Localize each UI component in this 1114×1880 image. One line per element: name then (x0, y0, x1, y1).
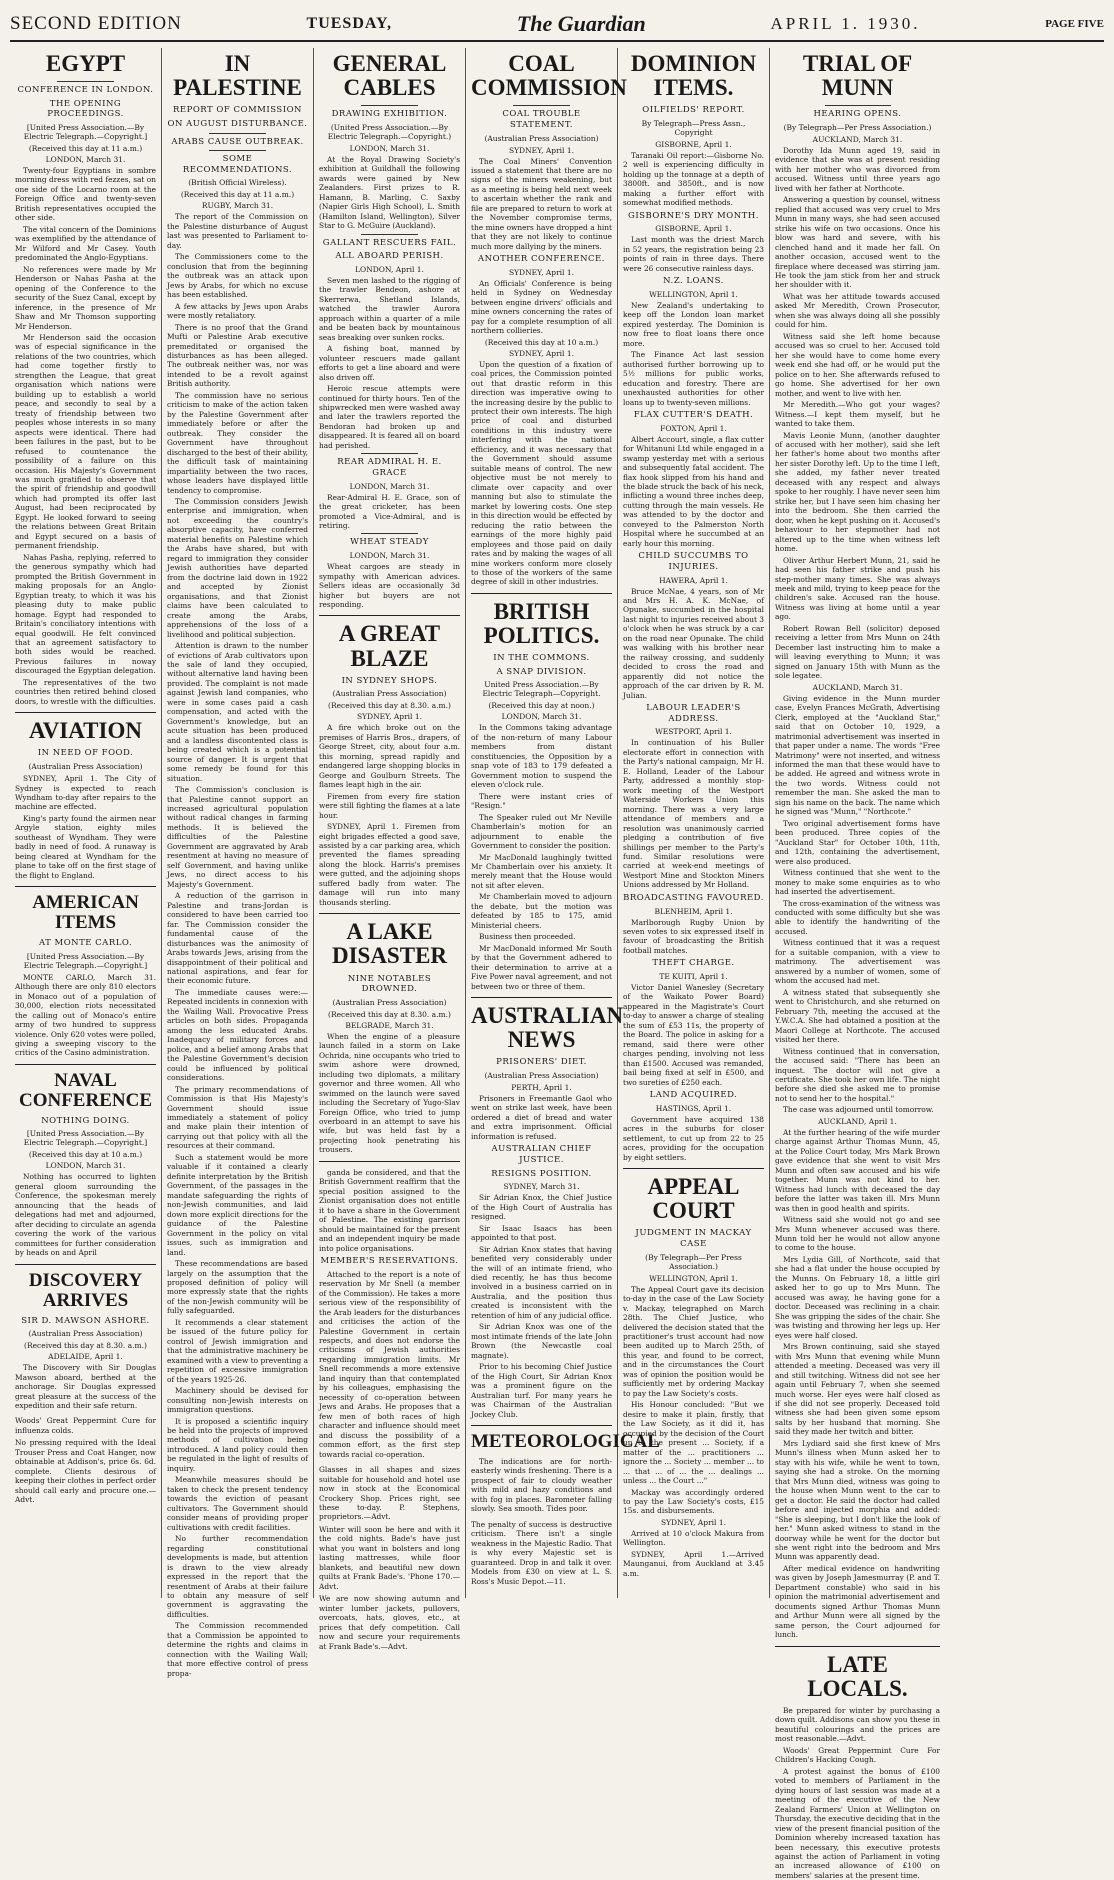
paragraph: Marlborough Rugby Union by seven votes to six expressed itself in favour of broadcasting the British football matches. (623, 917, 764, 955)
paragraph: The Appeal Court gave its decision to-day in the case of the Law Society v. Mackay, telegraphed on March 28th. The Chief Justice, who delivered the decision stated that the practitioner's trust account had now been audited up to March 25th, of this year, and found to be correct, and in the circumstances the Court was of opinion the position would be sufficiently met by ordering Mackay to pay the Law Society's costs. (623, 1284, 764, 1398)
press-credit: (Australian Press Association) (484, 133, 599, 143)
paragraph: Witness said she would not go and see Mrs Munn whenever accused was there. Munn told her he would not allow anyone to come to the house. (775, 1215, 940, 1253)
paragraph: Bruce McNae, 4 years, son of Mr and Mrs H. A. K. McNae, of Opunake, succumbed in the hospital last night to injuries received about 3 o'clock when he was struck by a car on the road near Opunake. The child was walking with his brother near the railway crossing, and suddenly decided to cross the road and apparently did not notice the approach of the car driven by R. M. Julian. (623, 586, 764, 700)
headline: AVIATION (29, 718, 142, 744)
headline: A LAKE DISASTER (331, 919, 448, 969)
paragraph: Mavis Leonie Munn, (another daughter of accused with her mother), said she left her father's home about two months after her sister Dorothy left. Up to the time I left, she added, my father never treated deceased with any respect and always spoke to her roughly. I have never seen him strike her, but I have seen him chasing her into the bedroom. She then carried the door, when he kept pushing on it. Accused's behaviour to her stepmother had not altered up to the time when witness left home. (775, 430, 940, 554)
advertisement: We are now showing autumn and winter lumber jackets, pullovers, overcoats, hats, gloves, etc., at prices that defy competition. Call now and secure your requirements at Frank Bade's.—Advt. (319, 1594, 460, 1651)
paragraph: A fishing boat, manned by volunteer rescuers made gallant efforts to get a line aboard and were also driven off. (319, 344, 460, 382)
advertisement: Winter will soon be here and with it the cold nights. Bade's have just what you want in bolsters and long lasting mattresses, while floor blankets, and beautiful new down quilts at Frank Bade's. 'Phone 170.—Advt. (319, 1524, 460, 1591)
paragraph: ganda be considered, and that the British Government reaffirm that the special position assigned to the Zionist organisation does not entitle it to have a share in the Government of Palestine. The existing garrison should be maintained for the present and an independent inquiry be made into police organisations. (319, 1167, 460, 1253)
column-2 (162, 48, 314, 1678)
dateline: WESTPORT, April 1. (655, 727, 732, 737)
press-credit: (Australian Press Association) (484, 1071, 599, 1080)
paragraph: When the engine of a pleasure launch failed in a storm on Lake Ochrida, nine occupants who tried to swim ashore were drowned, including two diplomats, a military governor and three women. All who swimmed on the launch were saved including the Secretary of Yugo-Slav Foreign Office, who tried to jump overboard in an attempt to save his wife, but was held fast by a projecting hook penetrating his trousers. (319, 1031, 460, 1155)
paragraph: The Commission recommended that a Commission be appointed to determine the rights and claims in connection with the Wailing Wall; that more effective control of press propa- (167, 1621, 308, 1678)
subheading: ARABS CAUSE OUTBREAK. (171, 136, 304, 147)
dateline: LONDON, March 31. (349, 143, 430, 153)
subheading: NINE NOTABLES DROWNED. (347, 973, 432, 995)
press-credit: [United Press Association.—By Electric Telegraph.—Copyright.] (23, 1129, 148, 1148)
subheading: AUSTRALIAN CHIEF JUSTICE. (491, 1144, 592, 1165)
dateline: WELLINGTON, April 1. (649, 289, 738, 299)
paragraph: The indications are for north-easterly winds freshening. There is a prospect of fair to cloudy weather with mild and hazy conditions and with fog in places. Barometer falling slowly. Sea smooth. Tides poor. (471, 1456, 612, 1514)
paragraph: Mr Henderson said the occasion was of especial significance in the relations of the two countries, which had come together firstly to strengthen the League, that great organisation which nations were building up to establish a world peace, and secondly to seal by a treaty of friendship between two peoples whose interests in so many aspects were identical. There had been failures in the past, but to be refused to countenance the possibility of a failure on this occasion. His Majesty's Government was much gratified to observe that the spirit of friendship and goodwill which had prompted its offer last August, had been reciprocated by Egypt. He looked forward to seeing the relations between Great Britain and Egypt secured on a basis of permanent friendship. (15, 332, 156, 551)
paragraph: No references were made by Mr Henderson or Nahas Pasha at the opening of the Conference to the security of the Suez Canal, except by inference, in the presence of Mr Shaw and Mr Thomson supporting Mr Henderson. (15, 264, 156, 331)
press-credit: (United Press Association.—By Electric Telegraph.—Copyright.) (327, 122, 452, 141)
column-5 (618, 48, 770, 1598)
paragraph: SYDNEY, April 1.—Arrived Maunganui, from Auckland at 3.45 a.m. (623, 1549, 764, 1578)
article-appeal-court (623, 1175, 764, 1578)
headline: NAVAL CONFERENCE (18, 1069, 152, 1111)
paragraph: The cross-examination of the witness was conducted with some difficulty but she was able to identify the handwriting of the accused. (775, 898, 940, 936)
dateline: BLENHEIM, April 1. (654, 906, 733, 916)
headline: TRIAL OF MUNN (802, 51, 913, 101)
paragraph: The Commission considers Jewish enterprise and immigration, when not exceeding the country's absorptive capacity, have conferred material benefits on Palestine which the Arabs have shared, but with regard to immigration they consider Jewish authorities have departed from the doctrine laid down in 1922 and accepted by Zionist organisations, and that Zionist claims have been calculated to create among the Arabs, apprehensions of the loss of a livelihood and political subjection. (167, 497, 308, 639)
article-discovery (15, 1271, 156, 1411)
paragraph: Sir Isaac Isaacs has been appointed to that post. (471, 1223, 612, 1243)
headline: AUSTRALIAN NEWS (471, 1003, 624, 1053)
press-credit: (Australian Press Association) (332, 997, 447, 1007)
article-egypt (15, 52, 156, 706)
paragraph: Government have acquired 138 acres in the suburbs for closer settlement, to cut up from 22 to 25 acres, providing for the occupation by eight settlers. (623, 1114, 764, 1162)
paragraph: The Commissioners come to the conclusion that from the beginning the outbreak was an attack upon Jews by Arabs, for which no excuse has been established. (167, 252, 308, 300)
press-credit: (British Official Wireless). (188, 178, 287, 188)
dateline: SYDNEY, April 1. (508, 348, 575, 358)
paragraph: Last month was the driest March in 52 years, the registration being 23 points of rain in three days. There were 26 consecutive rainless days. (623, 235, 764, 273)
press-credit: (Australian Press Association) (28, 762, 143, 772)
dateline: RUGBY, March 31. (201, 201, 274, 211)
received-time: (Received this day at 8.30. a.m.) (328, 701, 451, 711)
dateline: LONDON, March 31. (45, 155, 126, 165)
paragraph: Prior to his becoming Chief Justice of the High Court, Sir Adrian Knox was a prominent figure on the Australian turf. For many years he was Chairman of the Australian Jockey Club. (471, 1362, 612, 1419)
subheading: PRISONERS' DIET. (496, 1057, 587, 1068)
subheading: N.Z. LOANS. (663, 276, 724, 287)
paragraph: The Speaker ruled out Mr Neville Chamberlain's motion for an adjournment to enable the Government to consider the position. (471, 812, 612, 851)
subheading: FLAX CUTTER'S DEATH. (633, 410, 754, 420)
subheading: ALL ABOARD PERISH. (335, 251, 444, 262)
issue-day: TUESDAY, (306, 15, 393, 32)
press-credit: [United Press Association.—By Electric Telegraph.—Copyright.] (23, 123, 148, 142)
subheading: MEMBER'S RESERVATIONS. (320, 1256, 459, 1267)
page-number: PAGE FIVE (1045, 18, 1104, 30)
article-australian-news (471, 1003, 624, 1419)
paragraph: Witness continued that in conversation, the accused said: "There has been an inquest. The doctor will not give a certificate. She took her own life. The night before she died she asked me to promise not to send her to the hospital." (775, 1046, 940, 1103)
paragraph: Mrs Brown continuing, said she stayed with Mrs Munn that evening while Munn attended a meeting. Deceased was very ill and still twitching. Witness did not see her again until February 7, when she seemed much worse. Her eyes were half closed as if she did not see properly. Deceased told witness she had been given some epsom salts by her husband that morning. She said they made her twitch and bitter. (775, 1342, 940, 1437)
press-credit: By Telegraph—Press Assn., Copyright (641, 118, 746, 137)
press-credit: (By Telegraph—Per Press Association.) (645, 1252, 742, 1271)
subheading: GALLANT RESCUERS FAIL. (322, 237, 457, 248)
paragraph: The Finance Act last session authorised further borrowing up to 5½ millions for public works, education and forestry. There are unexhausted authorities for other loans up to twenty-seven millions. (623, 350, 764, 407)
dateline: SYDNEY, April 1. (660, 1517, 727, 1527)
dateline: SYDNEY, April 1. (508, 267, 575, 277)
paragraph: SYDNEY, April 1. Firemen from eight brigades effected a good save, assisted by a car parking area, which prevented the flames spreading along the block. Harris's premises were gutted, and the adjoining shops suffered badly from water. The damage will run into many thousands sterling. (319, 822, 460, 907)
paragraph: Mr MacDonald informed Mr South by that the Government adhered to their determination to arrive at a Five Power naval agreement, and not between two or three of them. (471, 943, 612, 991)
article-palestine-continued (319, 1168, 460, 1459)
paragraph: Witness continued that it was a request for a suitable companion, with a view to matrimony. The advertisement was answered by a number of women, some of whom the accused had met. (775, 938, 940, 986)
dateline: LONDON, April 1. (355, 264, 424, 274)
subheading: AT MONTE CARLO. (38, 938, 133, 949)
paragraph: Business then proceeded. (479, 932, 576, 942)
press-credit: (By Telegraph—Per Press Association.) (783, 122, 932, 132)
paragraph: King's party found the airmen near Argyle station, eighty miles southeast of Wyndham. They were badly in need of food. A runaway is being cleared at Wyndham for the plane to take off on the first stage of the flight to England. (15, 813, 156, 880)
paragraph: The report of the Commission on the Palestine disturbance of August last was presented to Parliament to-day. (167, 212, 308, 250)
subheading: THEFT CHARGE. (652, 958, 735, 969)
dateline: AUCKLAND, April 1. (818, 1116, 897, 1126)
dateline: LONDON, March 31. (45, 1161, 126, 1171)
dateline: HASTINGS, April 1. (655, 1103, 732, 1113)
dateline: AUCKLAND, March 31. (812, 682, 903, 692)
article-dominion-items (623, 52, 764, 1162)
press-credit: United Press Association.—By Electric Telegraph—Copyright. (482, 680, 601, 699)
masthead (10, 8, 1104, 42)
advertisement: Woods' Great Peppermint Cure for influenza colds. (15, 1416, 156, 1435)
dateline: LONDON, March 31. (349, 551, 430, 561)
dateline: GISBORNE, April 1. (655, 224, 732, 234)
press-credit: [United Press Association.—By Electric Telegraph.—Copyright.] (23, 951, 148, 970)
paragraph: Firemen from every fire station were still fighting the flames at a late hour. (319, 791, 460, 820)
newspaper-title: The Guardian (516, 11, 646, 36)
paragraph: At the Royal Drawing Society's exhibition at Guildhall the following awards were gained by New Zealanders. First prizes to R. Hamann, B. Marling, C. Saxby (Napier Girls High School), L. Smith (Hamilton Island, Wellington), Silver Star to G. McGuire (Auckland). (319, 154, 460, 231)
subheading: LAND ACQUIRED. (649, 1090, 738, 1101)
dateline: SYDNEY, March 31. (503, 1182, 580, 1192)
paragraph: Nothing has occurred to lighten general gloom surrounding the Conference, the spokesman merely announcing that the heads of delegations had met and adjourned, after deciding to circulate an agenda covering the work of the various committees for further consideration by heads on and April (15, 1172, 156, 1258)
paragraph: Meanwhile measures should be taken to check the present tendency towards the eviction of peasant cultivators. The Government should consider means of providing proper cultivations with credit facilities. (167, 1475, 308, 1532)
headline: A GREAT BLAZE (338, 621, 441, 671)
paragraph: Twenty-four Egyptians in sombre morning dress with red fezzes, sat on one side of the Locarno room at the Foreign Office and twenty-seven British representatives occupied the other side. (15, 166, 156, 223)
article-great-blaze (319, 622, 460, 907)
paragraph: Seven men lashed to the rigging of the trawler Bendeon, ashore at Skerrerwa, Shetland Islands, watched the trawler Aurora approach within a quarter of a mile and be beaten back by mountainous seas breaking over sunken rocks. (319, 275, 460, 342)
paragraph: The primary recommendations of Commission is that His Majesty's Government should issue immediately a statement of policy and make plain their intention of carrying out that policy with all the resources at their command. (167, 1084, 308, 1151)
subheading: NOTHING DOING. (41, 1115, 130, 1126)
paragraph: Mr MacDonald laughingly twitted Mr Chamberlain over his anxiety. It merely meant that the House would not sit after eleven. (471, 852, 612, 890)
paragraph: Witness continued that she went to the money to make some enquiries as to who had inserted the advertisement. (775, 868, 940, 897)
dateline: HAWERA, April 1. (659, 575, 728, 585)
received-time: (Received this day at 8.30. a.m.) (328, 1009, 451, 1019)
received-time: (Received this day at 10 a.m.) (28, 1150, 143, 1160)
paragraph: Two original advertisement forms have been produced. Three copies of the "Auckland Star" for October 10th, 11th, and 12th, containing the advertisement, were also produced. (775, 818, 940, 866)
received-time: (Received this day at 10 a.m.) (484, 337, 599, 347)
subheading: ON AUGUST DISTURBANCE. (167, 118, 308, 129)
press-credit: (Australian Press Association) (332, 689, 447, 699)
subheading: REPORT OF COMMISSION (173, 105, 302, 116)
received-time: (Received this day at 11 a.m.) (180, 190, 295, 200)
paragraph: Heroic rescue attempts were continued for thirty hours. Ten of the shipwrecked men were washed away and later the trawlers reported the Bendoran had broken up and disappeared. It is feared all on board had perished. (319, 384, 460, 450)
advertisement: No pressing required with the Ideal Trouser Press and Coat Hanger, now obtainable at Addison's, price 6s. 6d. complete. Clients desirous of keeping their clothes in perfect order should call early and procure one.—Advt. (15, 1438, 157, 1505)
paragraph: Attention is drawn to the number of evictions of Arab cultivators upon the sale of land they occupied, without alternative land having been provided. The complaint is not made against Jewish land companies, who were in some cases paid a cash compensation, and acted with the Government's knowledge, but an acute situation has been produced and a landless discontented class is being created which is a potential source of danger. It is urgent that some remedy be found for this situation. (167, 641, 308, 783)
paragraph: Dorothy Ida Munn aged 19, said in evidence that she was at present residing with her mother who was divorced from accused. Witness until three years ago lived with her father at Northcote. (775, 145, 940, 193)
news-columns (10, 48, 1104, 1880)
paragraph: Mr Chamberlain moved to adjourn the debate, but the motion was defeated by 185 to 175, amid Ministerial cheers. (471, 892, 612, 930)
paragraph: These recommendations are based largely on the assumption that the proposed definition of policy will more expressly state that the rights of the non-Jewish community will be fully safeguarded. (167, 1259, 308, 1316)
paragraph: Upon the question of a fixation of coal prices, the Commission pointed out that drastic reform in this direction was imperative owing to the increasing desire by the public to protect their own interests. The high price of coal and disturbed conditions in this industry were interfering with the national efficiency, and it was necessary that the Government should assume suitable means of control. The new objective must be not merely to climate over capacity and over manning but also to stimulate the market by lowering costs. One step in this direction would be effected by reducing the ratio between the earnings of the more highly paid employees and those paid on daily rates and by making the wages of all mine workers conform more closely to those of the workers of the same degree of skill in other industries. (471, 359, 612, 587)
subheading: CONFERENCE IN LONDON. (17, 85, 154, 96)
article-british-politics (471, 600, 612, 991)
paragraph: A protest against the bonus of £100 voted to members of Parliament in the dying hours of last session was made at a meeting of the executive of the New Zealand Farmers' Union at Wellington on Thursday, the executive deciding that in the view of the present financial position of the Dominion whereby increased taxation has been necessary, this executive protests against the action of Parliament in voting an increased allowance of £100 on members' salaries at the present time. (775, 1766, 940, 1880)
paragraph: The Coal Miners' Convention issued a statement that there are no signs of the miners weakening, but as a meeting is being held next week to ascertain whether the rank and file are prepared to return to work at the November compromise terms, the mine owners have dropped a hint that they are not likely to continue much more dallying by the miners. (471, 156, 612, 251)
dateline: LONDON, March 31. (349, 481, 430, 491)
headline: LATE LOCALS. (807, 1651, 908, 1701)
paragraph: Taranaki Oil report:—Gisborne No. 2 well is experiencing difficulty in holding up the tonnage at a depth of 3800ft. and 3850ft., and is now making a further effort with somewhat modified methods. (623, 150, 764, 208)
received-time: (Received this day at 11 a.m.) (28, 144, 143, 154)
headline: EGYPT (45, 51, 126, 76)
dateline: SYDNEY, April 1. (356, 712, 423, 722)
article-meteorological (471, 1431, 660, 1514)
headline: METEOROLOGICAL (471, 1431, 660, 1452)
subheading: COAL TROUBLE STATEMENT. (502, 109, 581, 130)
paragraph: Witness said she left home because accused was so cruel to her. Accused told her she would have to come home every week end she had off, or he would put the police on to her. She afterwards refused to go home. She advertised for her own mother, and went to live with her. (775, 331, 940, 398)
dateline: BELGRADE, March 31. (345, 1020, 434, 1030)
headline: APPEAL COURT (647, 1174, 740, 1224)
paragraph: Woods' Great Peppermint Cure For Children's Hacking Cough. (775, 1745, 940, 1765)
subheading: BROADCASTING FAVOURED. (623, 892, 764, 903)
paragraph: No further recommendation regarding constitutional developments is made, but attention is drawn to the view already expressed in the report that the resentment of Arabs at their failure to obtain any measure of self government is aggravating the difficulties. (167, 1534, 308, 1619)
paragraph: There is no proof that the Grand Mufti or Palestine Arab executive premeditated or organised the disturbances as has been alleged. The outbreak neither was, nor was intended to be a revolt against British authority. (167, 322, 308, 389)
paragraph: Answering a question by counsel, witness replied that accused was very cruel to Mrs Munn in many ways, she had seen accused strike his wife on two occasions. Once his blow was hard and severe, with his clenched hand and it made her fall. On another occasion, accused went to the fireplace where deceased was stirring jam. He took the jam stick from her and struck her shoulder with it. (775, 195, 940, 290)
paragraph: MONTE CARLO, March 31. Although there are only 810 electors in Monaco out of a population of 30,000, election riots necessitated the calling out of Monaco's entire army of two hundred to suppress violence. Only 620 votes were polled, giving a sweeping viscory to the critics of the Casino administration. (15, 972, 156, 1058)
subheading: GISBORNE'S DRY MONTH. (628, 210, 759, 221)
paragraph: Oliver Arthur Herbert Munn, 21, said he had seen his father strike and push his step-mother many times. She was always meek and mild, trying to keep peace for the children's sake. Accused ran the house. Witness was living at home until a year ago. (775, 555, 940, 622)
subheading: LABOUR LEADER'S ADDRESS. (646, 703, 741, 724)
headline: DOMINION ITEMS. (630, 51, 757, 101)
paragraph: After medical evidence on handwriting was given by Joseph Jamesmurray (P. and T. Department constable) who said in his opinion the matrimonial advertisement and documents signed Arthur Thomas Munn and Arthur Munn were all signed by the same person, the Court adjourned for lunch. (775, 1563, 940, 1640)
paragraph: Attached to the report is a note of reservation by Mr Snell (a member of the Commission). He takes a more serious view of the responsibility of the Arab leaders for the disturbances and criticises the action of the Palestine Government in certain respects, and does not endorse the criticisms of Jewish authorities regarding immigration limits. Mr Snell recommends a more extensive land inquiry than that contemplated by his colleagues, emphasising the necessity of co-operation between Jews and Arabs. He proposes that a few men of both races of high character and influence should meet and discuss the possibility of a common effort, as the first step towards racial co-operation. (319, 1269, 460, 1459)
dateline: ADELAIDE, April 1. (48, 1352, 123, 1362)
dateline: PERTH, April 1. (511, 1083, 572, 1092)
subheading: ANOTHER CONFERENCE. (478, 254, 605, 265)
paragraph: It is proposed a scientific inquiry be held into the projects of improved methods of cultivation being introduced. A land policy could then be regulated in the light of results of inquiry. (167, 1416, 308, 1473)
article-lake-disaster (319, 920, 460, 1155)
paragraph: Giving evidence in the Munn murder case, Evelyn Frances McGrath, Advertising Clerk, employed at the "Auckland Star," said that on October 10, 1929, a matrimonial advertisement was inserted in that paper under a name. The words "Free Matrimony" were not inserted, and witness informed the man that these would have to be added. He agreed and witness wrote in the two words. Witness could not remember the man. She asked the man to sign his name on the back. The name which he signed was "Munn," "Northcote." (775, 693, 940, 817)
press-credit: (Australian Press Association) (28, 1329, 143, 1339)
subheading: DRAWING EXHIBITION. (331, 109, 448, 120)
dateline: LONDON, March 31. (501, 712, 582, 722)
paragraph: Victor Daniel Wanesley (Secretary of the Waikato Power Board) appeared in the Magistrate's Court to-day to answer a charge of stealing the sum of £53 11s, the property of the Board. The police in asking for a remand, said there were other charges pending, involving not less than £1500. Accused was remanded, bail being fixed at self in £500, and two sureties of £250 each. (623, 983, 764, 1087)
advertisement: The penalty of success is destructive criticism. There isn't a single weakness in the Majestic Radio. That is why every Majestic set is guaranteed. Drop in and talk it over. Models from £30 on view at L. S. Ross's Music Depot.—11. (471, 1519, 612, 1586)
dateline: WELLINGTON, April 1. (649, 1273, 738, 1283)
paragraph: The Commission's conclusion is that Palestine cannot support an increased agricultural population without radical changes in farming methods. It is believed the difficulties of the Palestine Government are aggravated by Arab resentment at having no measure of self Government, and having unlike Jews, no direct access to his Majesty's Government. (167, 785, 308, 889)
paragraph: At the further hearing of the wife murder charge against Arthur Thomas Munn, 45, at the Police Court today, Mrs Mark Brown gave evidence that she went to visit Mrs Munn and often saw accused and his wife together. Munn was not kind to her. Witness had lunch with deceased the day before the latter was taken ill. Mrs Munn was then in good health and spirits. (775, 1127, 940, 1213)
subheading: SIR D. MAWSON ASHORE. (21, 1315, 150, 1326)
paragraph: Machinery should be devised for consulting non-Jewish interests on immigration questions. (167, 1386, 308, 1415)
paragraph: A few attacks by Jews upon Arabs were mostly retaliatory. (167, 301, 308, 321)
subheading: IN THE COMMONS. (493, 653, 590, 664)
subheading: HEARING OPENS. (813, 109, 902, 120)
headline: DISCOVERY ARRIVES (28, 1269, 143, 1311)
subheading: IN SYDNEY SHOPS. (341, 675, 438, 686)
paragraph: Robert Rowan Bell (solicitor) deposed receiving a letter from Mrs Munn on 24th December last instructing him to make a will leaving everything to Munn; it was signed on January 15th with Munn as the sole legatee. (775, 623, 940, 681)
paragraph: Arrived at 10 o'clock Makura from Wellington. (623, 1528, 764, 1548)
article-late-locals (775, 1653, 940, 1880)
subheading: REAR ADMIRAL H. E. GRACE (337, 457, 442, 478)
paragraph: Prisoners in Freemantle Gaol who went on strike last week, have been ordered a diet of bread and water and extra imprisonment. Official information is refused. (471, 1094, 612, 1141)
dateline: SYDNEY, April 1. (508, 145, 575, 155)
subheading: JUDGMENT IN MACKAY CASE (635, 1228, 752, 1250)
article-general-cables (319, 52, 460, 609)
paragraph: Albert Accourt, single, a flax cutter for Whitanuni Ltd while engaged in a swamp yesterday met with a serious and subsequently fatal accident. The flax hook slipped from his hand and the blade struck the back of his neck, inflicting a wound three inches deep, cutting through the main vessels. He was attended to by the doctor and conveyed to the Palmerston North Hospital where he succumbed at an early hour this morning. (623, 434, 764, 548)
paragraph: A witness stated that subsequently she went to Christchurch, and she returned on February 7th, meeting the accused at the Y.W.C.A. She had obtained a position at the Maori College at Northcote. The accused visited her there. (775, 987, 940, 1045)
paragraph: Sir Adrian Knox, the Chief Justice of the High Court of Australia has resigned. (471, 1193, 612, 1222)
paragraph: A reduction of the garrison in Palestine and trans-Jordan is considered to have been carried too far. The Commission consider the fundamental cause of the disturbances was the animosity of Arabs towards Jews, arising from the disappointment of their political and national aspirations, and fear for their economic future. (167, 891, 308, 986)
received-time: (Received this day at 8.30. a.m.) (24, 1341, 147, 1351)
paragraph: Sir Adrian Knox was one of the most intimate friends of the late John Brown (the Newcastle coal magnate). (471, 1322, 612, 1360)
paragraph: There were instant cries of "Resign." (471, 791, 612, 811)
paragraph: What was her attitude towards accused asked Mr Meredith, Crown Prosecutor, when she was always doing all she possibly could for him. (775, 291, 940, 330)
subheading: IN NEED OF FOOD. (37, 748, 134, 759)
subheading: SOME RECOMMENDATIONS. (182, 154, 293, 175)
paragraph: In continuation of his Buller electorate effort in connection with the Party's national campaign, Mr H. E. Holland, Leader of the Labour Party, addressed a monthly stop-work meeting of the Westport Waterside Workers Union this morning. There was a very large attendance of members and a resolution was unanimously carried pledging a contribution of five shillings per member to the Party's fund. Similar resolutions were carried at week-end meetings of Westport Mine and Stockton Miners Unions addressed by Mr Holland. (623, 738, 764, 890)
column-3 (314, 48, 466, 1651)
paragraph: The Discovery with Sir Douglas Mawson aboard, berthed at the anchorage. Sir Douglas expressed great pleasure at the success of the expedition and their safe return. (15, 1363, 156, 1410)
dateline: FOXTON, April 1. (660, 423, 727, 433)
column-1 (10, 48, 162, 1598)
paragraph: Rear-Admiral H. E. Grace, son of the great cricketer, has been promoted a Vice-Admiral, and is retiring. (319, 492, 460, 530)
headline: IN PALESTINE (173, 51, 302, 101)
dateline: GISBORNE, April 1. (655, 139, 732, 149)
column-6 (770, 48, 945, 1880)
paragraph: The commission have no serious criticism to make of the action taken by the Palestine Government after immediately before or after the outbreak. They consider the Government have throughout discharged to the best of their ability, the difficult task of maintaining impartiality between the two races, whose leaders have displayed little tendency to compromise. (167, 390, 308, 495)
subheading: WHEAT STEADY (350, 537, 429, 548)
issue-date: APRIL 1. 1930. (770, 14, 921, 33)
headline: COAL COMMISSION (471, 51, 627, 101)
article-american-items (15, 893, 156, 1058)
paragraph: Sir Adrian Knox states that having benefited very considerably under the will of an intimate friend, who died recently, he has thus become involved in a business carried on in Australia, and the position thus created is inconsistent with the retention of him of any judicial office. (471, 1244, 612, 1320)
paragraph: The immediate causes were:— Repeated incidents in connexion with the Wailing Wall. Provocative Press articles on both sides. Propaganda among the less educated Arabs. Inadequacy of military forces and police, and a belief among Arabs that the Palestine Government's decision could be influenced by political considerations. (167, 987, 308, 1083)
article-coal-commission (471, 51, 627, 587)
subheading: A SNAP DIVISION. (496, 666, 587, 677)
paragraph: Such a statement would be more valuable if it contained a clearly definite interpretation by the British Government, of the passages in the mandate safeguarding the rights of non-Jewish communities, and laid down more explicit directions for the guidance of the Palestine Government in the policy on vital issues, such as immigration and land. (167, 1152, 308, 1257)
headline: AMERICAN ITEMS (32, 892, 139, 934)
paragraph: The case was adjourned until tomorrow. (783, 1105, 934, 1115)
paragraph: New Zealand's undertaking to keep off the London loan market expired yesterday. The Dominion is now free to float loans there once more. (623, 300, 764, 348)
subheading: CHILD SUCCUMBS TO INJURIES. (638, 551, 749, 572)
paragraph: Wheat cargoes are steady in sympathy with American advices. Sellers ideas are occasionally 3d higher but buyers are not responding. (319, 562, 460, 609)
subheading: THE OPENING PROCEEDINGS. (47, 98, 124, 120)
paragraph: Mr Meredith.—Who got your wages? Witness.—I kept them myself, but he wanted to take them. (775, 400, 940, 429)
paragraph: Mrs Lydiard said she first knew of Mrs Munn's illness when Munn asked her to stay with his wife, while he went to town, saying she had a stroke. On the morning that Mrs Munn died, witness was going to the house when Munn went to the car to get a doctor. He said the doctor had called before and injected morphia and added: "She is sleeping, but I don't like the look of her." Munn asked witness to stand in the doorway while he went for the doctor but she went right into the bedroom and Mrs Munn was apparently dead. (775, 1438, 940, 1562)
edition-label: SECOND EDITION (10, 13, 182, 34)
paragraph: Mrs Lydia Gill, of Northcote, said that she had a flat under the house occupied by the Munns. On February 18, a little girl asked her to go up to Mrs Munn. The accused was away, he having gone for a doctor. Deceased was reclining in a chair. She was gripping the sides of the chair. She was twisting and throwing her legs up. Her eyes were half closed. (775, 1254, 940, 1340)
paragraph: A fire which broke out on the premises of Harris Bros., drapers, of George Street, city, about four a.m. this morning, spread rapidly and endangered large shopping blocks in George and Goulburn Streets. The flames leapt high in the air. (319, 723, 460, 790)
received-time: (Received this day at noon.) (488, 701, 595, 711)
column-4 (466, 48, 660, 1598)
dateline: AUCKLAND, March 31. (812, 134, 903, 144)
article-palestine (167, 52, 308, 1678)
article-naval-conference (15, 1071, 156, 1258)
paragraph: His Honour concluded: "But we desire to make it plain, firstly, that the Law Society, as it did it, has occupied by the decision of the Court up to the present ... Society, if a matter of the ... practitioners ... ignore the ... Society ... member ... to ... that ... of ... the ... dealings ... unless ... the Court ..." (623, 1400, 764, 1486)
advertisement: Glasses in all shapes and sizes suitable for household and hotel use now in stock at the Economical Crockery Shop. Prices right, see these to-day. P. Stephens, proprietors.—Advt. (319, 1465, 460, 1522)
paragraph: In the Commons taking advantage of the non-return of many Labour members from distant constituencies, the Opposition by a snap vote of 183 to 179 defeated a Government motion to suspend the eleven o'clock rule. (471, 723, 612, 790)
subheading: OILFIELDS' REPORT. (642, 105, 745, 116)
paragraph: SYDNEY, April 1. The City of Sydney is expected to reach Wyndham to-day after repairs to the machine are effected. (15, 774, 156, 812)
article-trial-of-munn (775, 52, 940, 1640)
paragraph: Nahas Pasha, replying, referred to the generous sympathy which had prompted the British Government in making proposals for an Anglo-Egyptian treaty, to which it was his pleasing duty to make public homage. Egypt had responded to Britain's conciliatory intentions with equal goodwill. He felt convinced that an agreement satisfactory to both sides would be reached. Previous failures in noway discouraged the Egyptian delegation. (15, 552, 156, 676)
paragraph: The representatives of the two countries then retired behind closed doors, to wrestle with the difficulties. (15, 677, 156, 706)
paragraph: Be prepared for winter by purchasing a down quilt. Addisons can show you these in beautiful colourings and the prices are most reasonable.—Advt. (775, 1705, 940, 1744)
dateline: TE KUITI, April 1. (659, 972, 728, 981)
paragraph: It recommends a clear statement be issued of the future policy for control of Jewish immigration and that the administrative machinery be examined with a view to preventing a repetition of excessive immigration of the years 1925-26. (167, 1317, 308, 1384)
headline: BRITISH POLITICS. (483, 598, 600, 649)
headline: GENERAL CABLES (332, 51, 447, 101)
subheading: RESIGNS POSITION. (491, 1168, 592, 1179)
paragraph: An Officials' Conference is being held in Sydney on Wednesday between engine drivers' officials and mine owners concerning the rates of pay for a complete resumption of all northern collieries. (471, 278, 612, 336)
paragraph: The vital concern of the Dominions was exemplified by the attendance of Mr Wilford and Mr Casey. Youth predominated the Anglo-Egyptians. (15, 224, 156, 263)
article-aviation (15, 719, 156, 880)
paragraph: Mackay was accordingly ordered to pay the Law Society's costs, £15 15s. and disbursements. (623, 1487, 764, 1516)
